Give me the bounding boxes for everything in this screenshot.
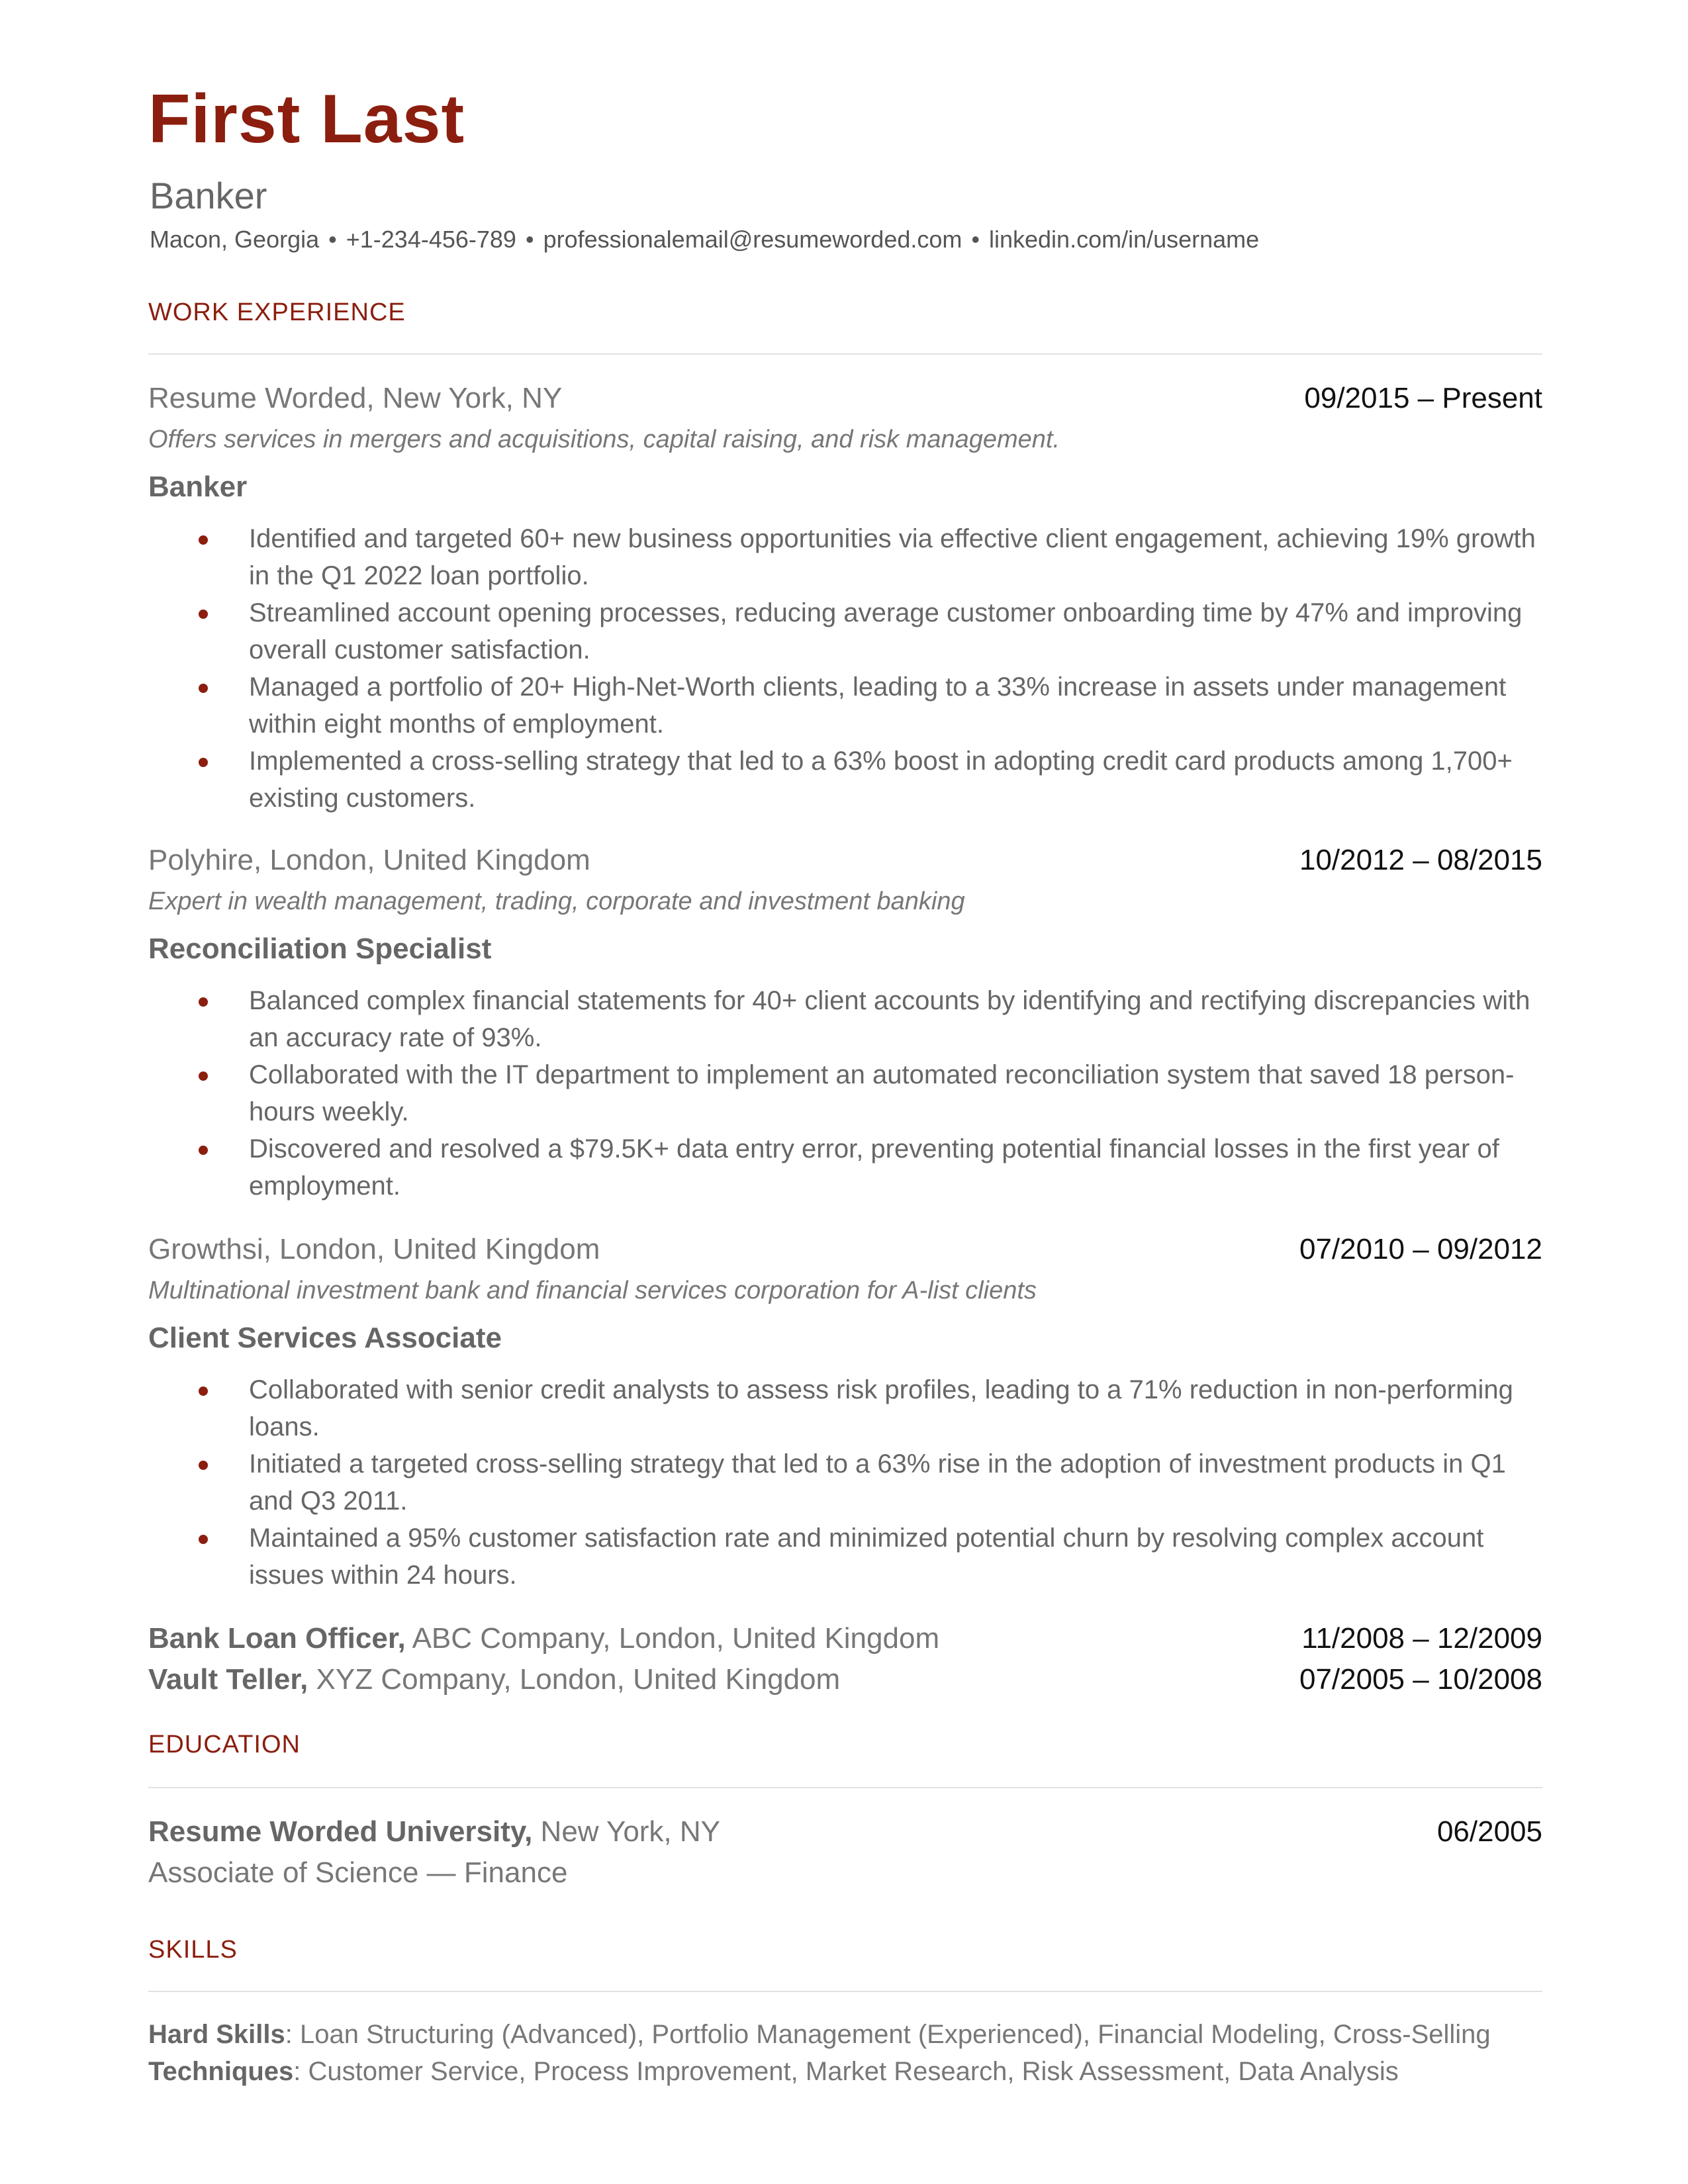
job-bullets <box>199 1371 1542 1594</box>
job-role: Banker <box>148 471 248 503</box>
earlier-job-role: Bank Loan Officer, <box>148 1622 406 1655</box>
bullet-item: Streamlined account opening processes, reducing average customer onboarding time by 47% and improving overall customer satisfaction. <box>199 594 1542 668</box>
bullet-dot <box>199 1535 208 1544</box>
bullet-item: Implemented a cross-selling strategy that led to a 63% boost in adopting credit card products among 1,700+ existing customers. <box>199 743 1542 817</box>
bullet-item: Collaborated with senior credit analysts to assess risk profiles, leading to a 71% reduction in non-performing loans. <box>199 1371 1542 1445</box>
education-school-line <box>148 1815 720 1850</box>
bullet-item: Managed a portfolio of 20+ High-Net-Worth clients, leading to a 33% increase in assets under management within eight months of employment. <box>199 668 1542 743</box>
section-divider <box>148 1991 1542 1992</box>
education-location: New York, NY <box>532 1815 721 1848</box>
earlier-job-line <box>148 1662 840 1698</box>
job-dates: 07/2010 – 09/2012 <box>1299 1233 1542 1265</box>
earlier-job-dates: 07/2005 – 10/2008 <box>1299 1663 1542 1696</box>
bullet-item: Maintained a 95% customer satisfaction rate and minimized potential churn by resolving complex account issues within 24 hours. <box>199 1520 1542 1594</box>
contact-linkedin: linkedin.com/in/username <box>988 226 1260 253</box>
bullet-item: Initiated a targeted cross-selling strategy that led to a 63% rise in the adoption of investment products in Q1 and Q3 2011. <box>199 1445 1542 1520</box>
section-heading-education: EDUCATION <box>148 1731 301 1758</box>
section-divider <box>148 353 1542 355</box>
earlier-job-dates: 11/2008 – 12/2009 <box>1301 1622 1542 1655</box>
job-bullets <box>199 520 1542 817</box>
bullet-item: Collaborated with the IT department to implement an automated reconciliation system that saved 18 person-hours weekly. <box>199 1056 1542 1130</box>
contact-line <box>150 225 1259 253</box>
section-heading-skills: SKILLS <box>148 1936 238 1964</box>
contact-phone: +1-234-456-789 <box>346 226 516 253</box>
job-bullets <box>199 982 1542 1205</box>
bullet-dot <box>199 997 208 1007</box>
contact-location: Macon, Georgia <box>150 226 320 253</box>
section-divider <box>148 1787 1542 1788</box>
bullet-item: Balanced complex financial statements for 40+ client accounts by identifying and rectifying discrepancies with an accuracy rate of 93%. <box>199 982 1542 1056</box>
bullet-dot <box>199 1071 208 1081</box>
skills-tech-value: : Customer Service, Process Improvement, Market Research, Risk Assessment, Data Analysis <box>293 2057 1399 2086</box>
skills-techniques <box>148 2056 1399 2087</box>
education-school: Resume Worded University, <box>148 1815 533 1848</box>
education-degree: Associate of Science — Finance <box>148 1856 568 1889</box>
earlier-job-company: ABC Company, London, United Kingdom <box>405 1622 940 1655</box>
skills-hard-label: Hard Skills <box>148 2020 285 2049</box>
job-description: Expert in wealth management, trading, corporate and investment banking <box>148 887 965 915</box>
earlier-job-line <box>148 1621 939 1657</box>
skills-tech-label: Techniques <box>148 2057 294 2086</box>
bullet-dot <box>199 1461 208 1470</box>
job-role: Client Services Associate <box>148 1322 502 1354</box>
contact-email: professionalemail@resumeworded.com <box>543 226 962 253</box>
job-company: Resume Worded, New York, NY <box>148 382 563 414</box>
bullet-dot <box>199 535 208 545</box>
candidate-name: First Last <box>148 81 465 158</box>
section-heading-work: WORK EXPERIENCE <box>148 298 406 326</box>
earlier-job-company: XYZ Company, London, United Kingdom <box>308 1663 841 1696</box>
contact-separator: • <box>525 226 534 253</box>
job-description: Multinational investment bank and financial services corporation for A-list clients <box>148 1277 1037 1304</box>
contact-separator: • <box>328 226 337 253</box>
bullet-dot <box>199 1146 208 1155</box>
bullet-dot <box>199 758 208 767</box>
skills-hard <box>148 2019 1491 2050</box>
bullet-item: Identified and targeted 60+ new business opportunities via effective client engagement, achieving 19% growth in the Q1 2022 loan portfolio. <box>199 520 1542 594</box>
skills-hard-value: : Loan Structuring (Advanced), Portfolio Management (Experienced), Financial Modeling, Cross-Selling <box>285 2020 1491 2049</box>
candidate-title: Banker <box>150 175 267 216</box>
job-role: Reconciliation Specialist <box>148 933 492 965</box>
job-company: Polyhire, London, United Kingdom <box>148 844 590 876</box>
bullet-dot <box>199 684 208 693</box>
bullet-dot <box>199 610 208 619</box>
job-description: Offers services in mergers and acquisitions, capital raising, and risk management. <box>148 426 1060 453</box>
bullet-dot <box>199 1387 208 1396</box>
earlier-job-role: Vault Teller, <box>148 1663 308 1696</box>
job-dates: 10/2012 – 08/2015 <box>1299 844 1542 876</box>
bullet-item: Discovered and resolved a $79.5K+ data entry error, preventing potential financial losses in the first year of employment. <box>199 1130 1542 1205</box>
contact-separator: • <box>971 226 980 253</box>
job-company: Growthsi, London, United Kingdom <box>148 1233 600 1265</box>
job-dates: 09/2015 – Present <box>1304 382 1542 414</box>
education-date: 06/2005 <box>1436 1815 1542 1848</box>
